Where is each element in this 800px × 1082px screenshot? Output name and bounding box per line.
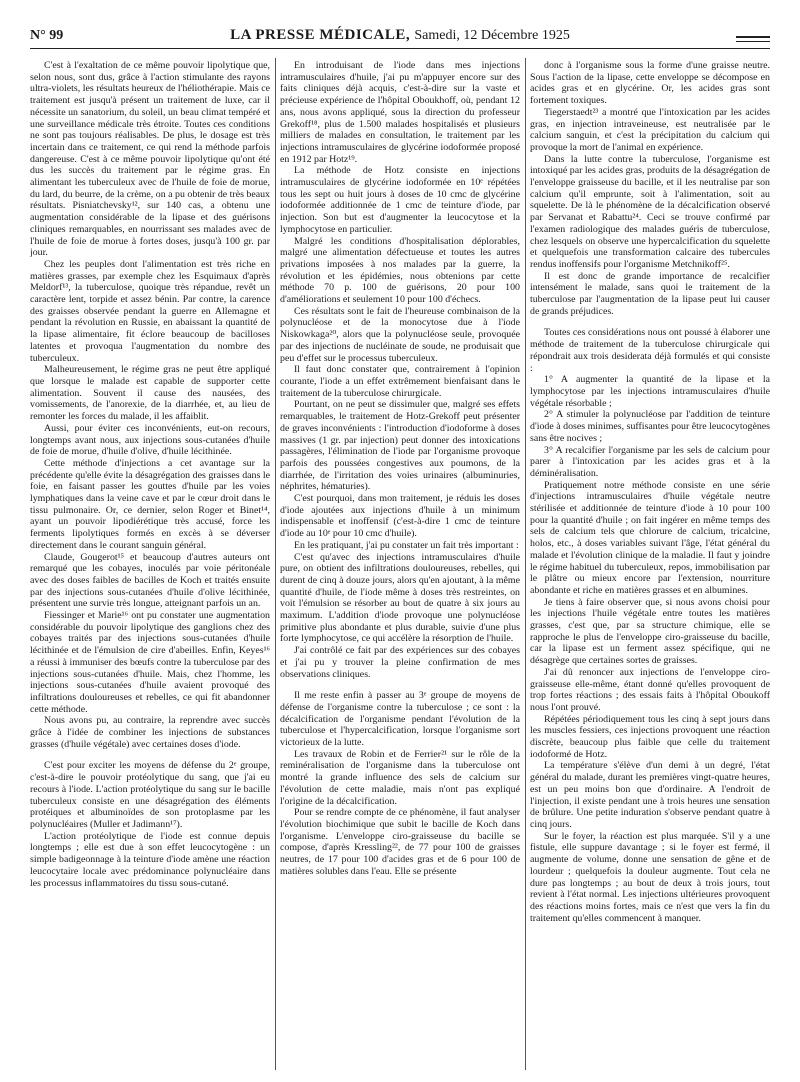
paragraph: J'ai dû renoncer aux injections de l'enveloppe ciro-graisseuse elle-même, étant donné qu'elles provoquent de trop fortes réactions ; des essais faits à l'hôpital Oboukoff nous l'ont prouvé. (530, 666, 770, 713)
paragraph: 2° A stimuler la polynucléose par l'addition de teinture d'iode à doses minimes, suffisantes pour être leucocytogènes sans être nocives ; (530, 409, 770, 444)
paragraph: Je tiens à faire observer que, si nous avons choisi pour les injections l'huile végétale entre toutes les matières grasses, c'est que, par sa structure chimique, elle se rapproche le plus de l'enveloppe ciro-graisseuse du bacille, car la lipase est un ferment assez spécifique, qui ne désagrège que certaines sortes de graisses. (530, 596, 770, 667)
paragraph: Toutes ces considérations nous ont poussé à élaborer une méthode de traitement de la tuberculose chirurgicale qui répondrait aux trois desiderata déjà formulés et qui consiste : (530, 327, 770, 374)
paragraph: Répétées périodiquement tous les cinq à sept jours dans les muscles fessiers, ces injections provoquent une réaction discrète, beaucoup plus faible que celle du traitement iodoformé de Hotz. (530, 713, 770, 760)
paragraph: 1° A augmenter la quantité de la lipase et la lymphocytose par les injections intramusculaires d'huile végétale résorbable ; (530, 374, 770, 409)
paragraph: Pourtant, on ne peut se dissimuler que, malgré ses effets remarquables, le traitement de Hotz-Grekoff peut présenter de graves inconvénients : l'introduction d'iodoforme à doses massives (1 gr. par injection) peut donner des intoxications passagères, l'élimination de l'iode par l'organisme provoque parfois des poussées congestives aux poumons, de la diarrhée, de l'irritation des voies urinaires (albuminuries, néphrites, hématuries). (280, 399, 520, 493)
paragraph: Il me reste enfin à passer au 3ᵉ groupe de moyens de défense de l'organisme contre la tuberculose ; ce sont : la décalcification de l'organisme pendant l'évolution de la tuberculose et l'hypercalcification, lorsque l'organisme sort victorieux de la lutte. (280, 690, 520, 749)
paragraph: 3° A recalcifier l'organisme par les sels de calcium pour parer à l'intoxication par les acides gras et à la déminéralisation. (530, 444, 770, 479)
paragraph: Chez les peuples dont l'alimentation est très riche en matières grasses, par exemple chez les Esquimaux d'après Meldorf¹³, la tuberculose, quoique très répandue, revêt un caractère lent, torpide et assez bénin. Par contre, la carence des graisses observée pendant la guerre en Allemagne et pendant la révolution en Russie, en abaissant la quantité de la lipase alimentaire, fit éclore beaucoup de bacilloses latentes et provoqua l'augmentation du nombre des tuberculeux. (30, 258, 270, 364)
paragraph: Sur le foyer, la réaction est plus marquée. S'il y a une fistule, elle suppure davantage ; si le foyer est fermé, il augmente de volume, donne une sensation de gêne et de lourdeur ; quelquefois la douleur augmente. Tout cela ne dure pas longtemps ; au bout de deux à trois jours, tout revient à l'état normal. Les injections ultérieures provoquent des réactions moins fortes, mais ce n'est que vers la fin du traitement qu'elles commencent à manquer. (530, 830, 770, 924)
paragraph: Il faut donc constater que, contrairement à l'opinion courante, l'iode a un effet extrêmement bienfaisant dans le traitement de la tuberculose chirurgicale. (280, 364, 520, 399)
paragraph: Cette méthode d'injections a cet avantage sur la précédente qu'elle évite la désagrégation des graisses dans le foie, en faisant passer les gouttes d'huile par les voies lymphatiques dans la veine cave et par le cœur droit dans le tissu pulmonaire. Or, ce dernier, selon Roger et Binet¹⁴, ayant un pouvoir lipodiérétique très accusé, force les ferments lipolytiques formés en excès à se déverser directement dans le courant sanguin général. (30, 457, 270, 551)
column-divider (525, 58, 526, 1070)
journal-title: LA PRESSE MÉDICALE, (230, 27, 411, 43)
paragraph: Nous avons pu, au contraire, la reprendre avec succès grâce à l'idée de combiner les injections de substances grasses (d'huile végétale) avec certaines doses d'iode. (30, 715, 270, 750)
column-1 (30, 60, 270, 1070)
paragraph: Tiegerstaedt²³ a montré que l'intoxication par les acides gras, en injection intraveineuse, est neutralisée par le calcium sanguin, et c'est la précipitation du calcium qui provoque la mort de l'animal en expérience. (530, 106, 770, 153)
paragraph: Pour se rendre compte de ce phénomène, il faut analyser l'évolution biochimique que subit le bacille de Koch dans l'organisme. L'enveloppe ciro-graisseuse du bacille se compose, d'après Kressling²², de 77 pour 100 de graisses neutres, de 17 pour 100 d'acides gras et de 6 pour 100 de matières solubles dans l'eau. Elle se présente (280, 807, 520, 877)
paragraph: Fiessinger et Marie¹⁶ ont pu constater une augmentation considérable du pouvoir lipolytique des ganglions chez des cobayes traités par des injections sous-cutanées d'huile lécithinée et de l'émulsion de cire d'abeilles. Enfin, Keyes¹⁶ a réussi à immuniser des bœufs contre la tuberculose par des injections sous-cutanées d'huile. Mais, chez l'homme, les injections sous-cutanées d'huile avaient provoqué des infiltrations douloureuses et rebelles, ce qui fit abandonner cette méthode. (30, 610, 270, 715)
header-rule (30, 48, 770, 49)
paragraph: En les pratiquant, j'ai pu constater un fait très important : (294, 539, 519, 551)
paragraph: L'action protéolytique de l'iode est connue depuis longtemps ; elle est due à son effet leucocytogène : un simple badigeonnage à la teinture d'iode amène une réaction leucocytaire locale avec prédominance polynucléaire dans les processus inflammatoires du tissu sous-cutané. (30, 830, 270, 889)
paragraph: J'ai contrôlé ce fait par des expériences sur des cobayes et j'ai pu y trouver la pleine confirmation de mes observations cliniques. (280, 645, 520, 680)
column-2 (280, 60, 520, 1070)
paragraph: C'est qu'avec des injections intramusculaires d'huile pure, on obtient des infiltrations douloureuses, rebelles, qui durent de cinq à douze jours, alors qu'en ajoutant, à la même quantité d'huile, de l'iode même à doses très restreintes, on voit l'émulsion se résorber au bout de quatre à six jours au maximum. L'addition d'iode provoque une polynucléose primitive plus abondante et plus durable, suivie d'une plus forte lymphocytose, ce qui accélère la résorption de l'huile. (280, 551, 520, 645)
paragraph: La méthode de Hotz consiste en injections intramusculaires de glycérine iodoformée en 10ᵉ répétées tous les sept ou huit jours à doses de 10 cmc de glycérine iodoformée additionnée de 1 cmc de teinture d'iode, par injection. Son but est d'augmenter la leucocytose et la lymphocytose en particulier. (280, 165, 520, 235)
journal-title-line (30, 27, 770, 44)
paragraph: Malgré les conditions d'hospitalisation déplorables, malgré une alimentation défectueuse et toutes les autres privations imposées à nos malades par la guerre, la révolution et les épidémies, nous obtenions par cette méthode 70 p. 100 de guérisons, 20 pour 100 d'améliorations et seulement 10 pour 100 d'échecs. (280, 235, 520, 306)
paragraph: C'est pour exciter les moyens de défense du 2ᵉ groupe, c'est-à-dire le pouvoir protéolytique du sang, que j'ai eu recours à l'iode. L'action protéolytique du sang sur le bacille tuberculeux consiste en une désagrégation des éléments protéiques et albuminoïdes de son protoplasme par les polynucléaires (Muller et Jadimann¹⁷). (30, 760, 270, 830)
issue-date: Samedi, 12 Décembre 1925 (414, 28, 570, 43)
paragraph: La température s'élève d'un demi à un degré, l'état général du malade, durant les premières vingt-quatre heures, est un peu moins bon que d'ordinaire. A l'endroit de l'injection, il existe pendant une à trois heures une sensation de brûlure. Une petite induration s'observe pendant quatre à cinq jours. (530, 760, 770, 830)
paragraph: C'est pourquoi, dans mon traitement, je réduis les doses d'iode ajoutées aux injections d'huile à un minimum indispensable et inoffensif (c'est-à-dire 1 cmc de teinture d'iode au 10ᵉ pour 10 cmc d'huile). (280, 493, 520, 540)
page-header (30, 24, 770, 50)
column-divider (275, 58, 276, 1070)
issue-number: N° 99 (30, 28, 64, 43)
header-ornament-icon (736, 36, 770, 42)
paragraph: Dans la lutte contre la tuberculose, l'organisme est intoxiqué par les acides gras, produits de la désagrégation de l'enveloppe graisseuse du bacille, et il les neutralise par son calcium qu'il emprunte, soit à l'alimentation, soit au squelette. De là le phénomène de la décalcification observé par Servanat et Rabattu²⁴. Ceci se trouve confirmé par l'examen radiologique des malades guéris de tuberculose, chez lesquels on observe une hypercalcification du squelette et quelquefois une transformation calcaire des tubercules rendus inoffensifs pour l'organisme Metchnikoff²⁵. (530, 153, 770, 270)
paragraph: donc à l'organisme sous la forme d'une graisse neutre. Sous l'action de la lipase, cette enveloppe se décompose en acides gras et en glycérine. Or, les acides gras sont fortement toxiques. (530, 60, 770, 107)
column-3 (530, 60, 770, 1070)
paragraph: En introduisant de l'iode dans mes injections intramusculaires d'huile, j'ai pu m'appuyer encore sur des faits cliniques déjà acquis, c'est-à-dire sur la vaste et précieuse expérience de l'hôpital Oboukhoff, où, pendant 12 ans, nous avons appliqué, sous la direction du professeur Grekoff¹⁸, plus de 1.500 malades hospitalisés et plusieurs milliers de malades en consultation, le traitement par les injections intramusculaires de glycérine iodoformée proposé en 1912 par Hotz¹⁹. (280, 60, 520, 165)
paragraph: C'est à l'exaltation de ce même pouvoir lipolytique que, selon nous, sont dus, grâce à l'action stimulante des rayons ultra-violets, les résultats heureux de l'héliothérapie. Mais ce traitement est jusqu'à présent un traitement de luxe, car il nécessite un sanatorium, du soleil, un beau climat tempéré et une surveillance médicale très étroite. Toutes ces conditions ne sont pas toujours réalisables. De plus, le dosage est très incertain dans ce traitement, ce qui rend la méthode parfois dangereuse. C'est à ce même pouvoir lipolytique qu'ont été dus les succès du traitement par le régime gras. En alimentant les tuberculeux avec de l'huile de foie de morue, du lard, du beurre, de la crème, on a pu obtenir de très beaux résultats. Pisniatchevsky¹², sur 140 cas, a obtenu une augmentation considérable de la lipase et des guérisons cliniques remarquables, en nourrissant ses malades avec de l'huile de foie de morue à fortes doses, jusqu'à 100 gr. par jour. (30, 60, 270, 259)
paragraph: Aussi, pour éviter ces inconvénients, eut-on recours, longtemps avant nous, aux injections sous-cutanées d'huile de foie de morue, d'huile d'olive, d'huile lécithinée. (30, 422, 270, 458)
paragraph: Pratiquement notre méthode consiste en une série d'injections intramusculaires d'huile végétale neutre stérilisée et additionnée de teinture d'iode à 10 pour 100 pour la quantité d'huile ; on fait ingérer en même temps des sels de calcium tels que chlorure de calcium, tricalcine, holos, etc., à doses variables suivant l'âge, l'état général du malade et l'évolution clinique de la maladie. Il faut y joindre le régime habituel du tuberculeux, repos, immobilisation par le plâtre ou mieux encore par l'extension, nourriture abondante et riche en matières grasses et en albumines. (530, 479, 770, 596)
paragraph: Ces résultats sont le fait de l'heureuse combinaison de la polynucléose et de la monocytose due à l'iode Niskowkaga²⁰, alors que la polynucléose seule, provoquée par des injections de nucléinate de soude, ne produisait que peu d'effet sur le processus tuberculeux. (280, 305, 520, 364)
paragraph: Les travaux de Robin et de Ferrier²¹ sur le rôle de la reminéralisation de l'organisme dans la tuberculose ont montré la grande influence des sels de calcium sur l'évolution de cette maladie, mais n'ont pas expliqué l'origine de la décalcification. (280, 748, 520, 807)
paragraph: Il est donc de grande importance de recalcifier intensément le malade, sans quoi le traitement de la tuberculose par l'augmentation de la lipase peut lui causer de grands préjudices. (530, 270, 770, 317)
paragraph: Claude, Gougerot¹⁵ et beaucoup d'autres auteurs ont remarqué que les cobayes, inoculés par voie péritonéale avec des doses faibles de bacilles de Koch et traités ensuite par des injections sous-cutanées d'huile d'olive lécithinée, présentent une survie très longue, atteignant parfois un an. (30, 551, 270, 610)
paragraph: Malheureusement, le régime gras ne peut être appliqué que lorsque le malade est capable de supporter cette alimentation. Souvent il cause des nausées, des vomissements, de l'anorexie, de la diarrhée, et, au lieu de remonter les forces du malade, il les affaiblit. (30, 364, 270, 423)
